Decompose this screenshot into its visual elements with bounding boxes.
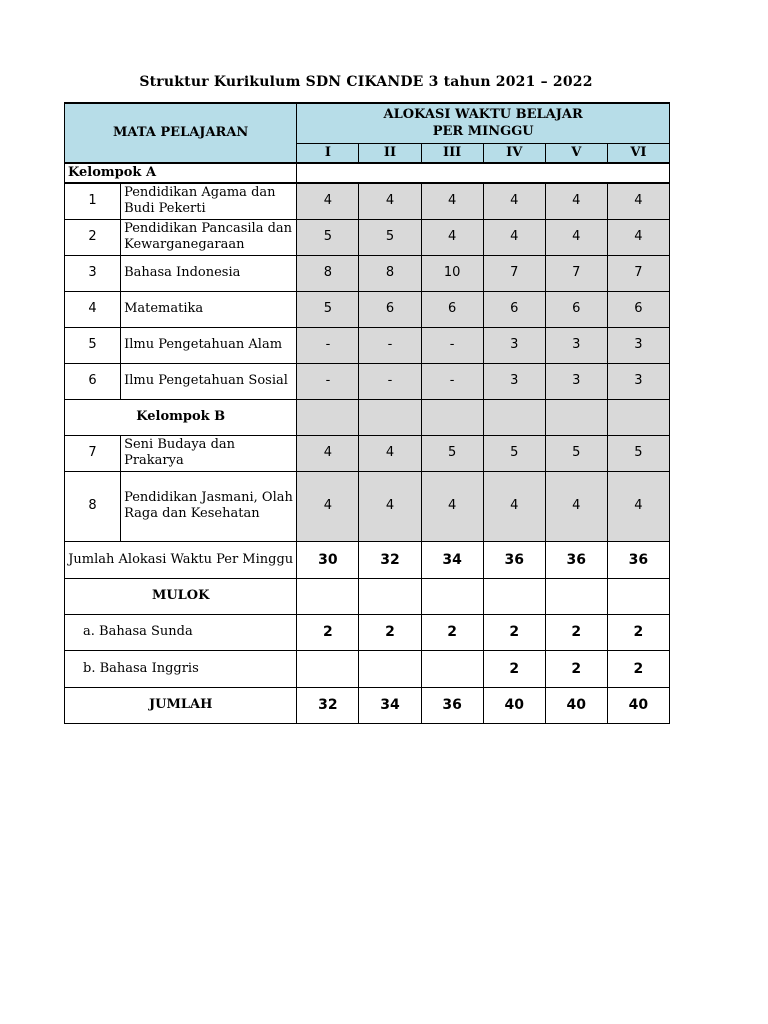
value-cell: 2 (297, 614, 359, 650)
empty-cell (545, 578, 607, 614)
row-number: 1 (65, 183, 121, 219)
row-number: 5 (65, 327, 121, 363)
table-row (65, 219, 670, 255)
value-cell: 5 (297, 291, 359, 327)
value-cell: 5 (421, 435, 483, 471)
row-number: 7 (65, 435, 121, 471)
value-cell: 6 (545, 291, 607, 327)
value-cell: 2 (483, 650, 545, 687)
curriculum-table (64, 102, 670, 724)
grade-header: IV (483, 143, 545, 163)
value-cell: 3 (483, 363, 545, 399)
table-row (65, 183, 670, 219)
subtotal-row (65, 541, 670, 578)
value-cell: 2 (483, 614, 545, 650)
group-a-row (65, 163, 670, 183)
subtotal-cell: 32 (359, 541, 421, 578)
value-cell: - (297, 327, 359, 363)
row-number: 6 (65, 363, 121, 399)
empty-cell (607, 578, 669, 614)
subject-cell: Bahasa Indonesia (121, 255, 297, 291)
value-cell: 5 (483, 435, 545, 471)
row-number: 8 (65, 471, 121, 541)
group-b-row (65, 399, 670, 435)
total-row (65, 687, 670, 723)
subtotal-cell: 36 (545, 541, 607, 578)
table-row (65, 471, 670, 541)
value-cell: 4 (421, 219, 483, 255)
value-cell: 2 (421, 614, 483, 650)
subtotal-cell: 36 (483, 541, 545, 578)
table-row (65, 435, 670, 471)
empty-cell (483, 399, 545, 435)
allocation-header-line2: PER MINGGU (432, 124, 534, 140)
value-cell: 4 (297, 471, 359, 541)
mulok-item-row (65, 650, 670, 687)
value-cell: 6 (483, 291, 545, 327)
value-cell: 4 (359, 435, 421, 471)
table-row (65, 255, 670, 291)
empty-cell (545, 399, 607, 435)
value-cell: 2 (359, 614, 421, 650)
value-cell: 4 (483, 219, 545, 255)
empty-cell (359, 578, 421, 614)
value-cell (421, 650, 483, 687)
table-row (65, 363, 670, 399)
value-cell: 6 (359, 291, 421, 327)
value-cell: 4 (545, 219, 607, 255)
value-cell: 5 (359, 219, 421, 255)
group-a-empty (297, 163, 670, 183)
value-cell: 10 (421, 255, 483, 291)
value-cell: 7 (545, 255, 607, 291)
value-cell: 5 (545, 435, 607, 471)
mulok-subject: a. Bahasa Sunda (65, 614, 297, 650)
header-row (65, 103, 670, 143)
table-row (65, 291, 670, 327)
value-cell: 2 (607, 650, 669, 687)
subtotal-cell: 36 (607, 541, 669, 578)
empty-cell (297, 578, 359, 614)
subject-cell: Pendidikan Agama dan Budi Pekerti (121, 183, 297, 219)
value-cell: 5 (297, 219, 359, 255)
value-cell: 2 (545, 614, 607, 650)
value-cell (297, 650, 359, 687)
value-cell: 2 (607, 614, 669, 650)
grade-header: VI (607, 143, 669, 163)
subject-cell: Matematika (121, 291, 297, 327)
row-number: 2 (65, 219, 121, 255)
group-b-label: Kelompok B (65, 399, 297, 435)
document-title: Struktur Kurikulum SDN CIKANDE 3 tahun 2021 – 2022 (139, 74, 593, 90)
value-cell: - (359, 363, 421, 399)
total-cell: 36 (421, 687, 483, 723)
value-cell: 4 (607, 219, 669, 255)
subtotal-cell: 34 (421, 541, 483, 578)
total-cell: 40 (545, 687, 607, 723)
subject-cell: Ilmu Pengetahuan Sosial (121, 363, 297, 399)
value-cell: 4 (545, 471, 607, 541)
value-cell: 4 (607, 183, 669, 219)
value-cell: 3 (545, 363, 607, 399)
empty-cell (421, 399, 483, 435)
grade-header: II (359, 143, 421, 163)
row-number: 3 (65, 255, 121, 291)
value-cell: 4 (545, 183, 607, 219)
value-cell: 3 (545, 327, 607, 363)
value-cell: 4 (483, 183, 545, 219)
value-cell: 4 (297, 435, 359, 471)
empty-cell (607, 399, 669, 435)
subject-cell: Pendidikan Pancasila dan Kewarganegaraan (121, 219, 297, 255)
value-cell: 6 (421, 291, 483, 327)
value-cell: 4 (359, 183, 421, 219)
row-number: 4 (65, 291, 121, 327)
grade-header: I (297, 143, 359, 163)
table-row (65, 327, 670, 363)
value-cell: 4 (607, 471, 669, 541)
value-cell: 4 (483, 471, 545, 541)
group-a-label: Kelompok A (65, 163, 297, 183)
value-cell (359, 650, 421, 687)
subject-header: MATA PELAJARAN (65, 103, 297, 163)
value-cell: - (421, 363, 483, 399)
total-cell: 34 (359, 687, 421, 723)
value-cell: - (297, 363, 359, 399)
mulok-subject: b. Bahasa Inggris (65, 650, 297, 687)
subject-cell: Seni Budaya dan Prakarya (121, 435, 297, 471)
value-cell: 4 (421, 183, 483, 219)
value-cell: - (421, 327, 483, 363)
allocation-header (297, 103, 670, 143)
empty-cell (297, 399, 359, 435)
value-cell: 7 (483, 255, 545, 291)
value-cell: 4 (297, 183, 359, 219)
mulok-row (65, 578, 670, 614)
total-label: JUMLAH (65, 687, 297, 723)
value-cell: 4 (359, 471, 421, 541)
mulok-item-row (65, 614, 670, 650)
value-cell: 8 (297, 255, 359, 291)
allocation-header-line1: ALOKASI WAKTU BELAJAR (383, 107, 583, 123)
subject-cell: Ilmu Pengetahuan Alam (121, 327, 297, 363)
grade-header: III (421, 143, 483, 163)
empty-cell (359, 399, 421, 435)
value-cell: 8 (359, 255, 421, 291)
value-cell: 4 (421, 471, 483, 541)
subject-cell: Pendidikan Jasmani, Olah Raga dan Kesehatan (121, 471, 297, 541)
value-cell: 7 (607, 255, 669, 291)
empty-cell (483, 578, 545, 614)
subtotal-cell: 30 (297, 541, 359, 578)
value-cell: - (359, 327, 421, 363)
total-cell: 40 (483, 687, 545, 723)
value-cell: 5 (607, 435, 669, 471)
value-cell: 2 (545, 650, 607, 687)
value-cell: 3 (607, 363, 669, 399)
subtotal-label: Jumlah Alokasi Waktu Per Minggu (65, 541, 297, 578)
mulok-label: MULOK (65, 578, 297, 614)
total-cell: 40 (607, 687, 669, 723)
value-cell: 3 (483, 327, 545, 363)
grade-header: V (545, 143, 607, 163)
total-cell: 32 (297, 687, 359, 723)
value-cell: 6 (607, 291, 669, 327)
value-cell: 3 (607, 327, 669, 363)
empty-cell (421, 578, 483, 614)
